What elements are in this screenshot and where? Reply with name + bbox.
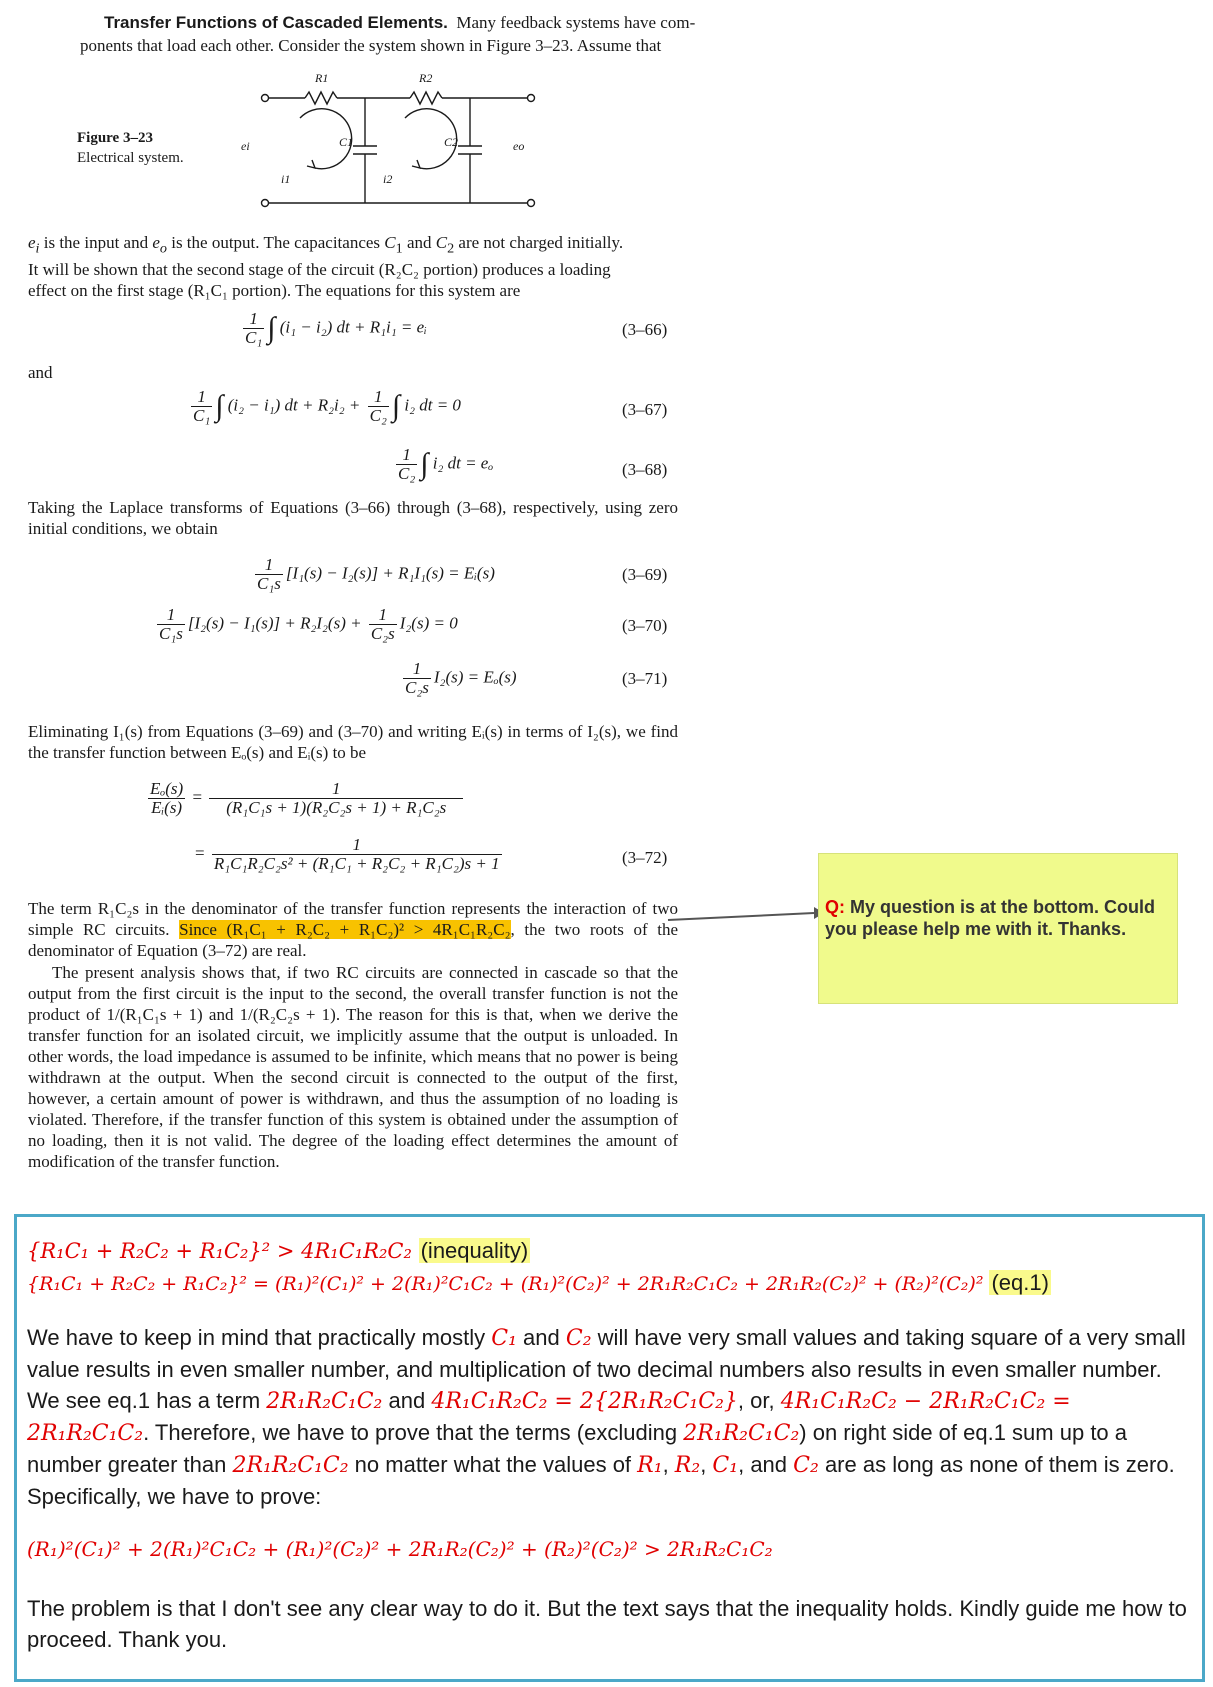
intro-line-2: ponents that load each other. Consider the system shown in Figure 3–23. Assume that [80,36,662,55]
equation-label-3-69: (3–69) [622,565,668,584]
equation-label-3-68: (3–68) [622,460,668,479]
eq1-math: {R₁C₁ + R₂C₂ + R₁C₂}² = (R₁)²(C₁)² + 2(R₁)²C₁C₂ + (R₁)²(C₂)² + 2R₁R₂C₁C₂ + 2R₁R₂(C₂)² + (R₂)²(C₂)² [27,1273,984,1295]
and-label: and [28,363,53,382]
label-r1: R1 [315,71,329,85]
fraction-1-c1s: $\frac{1}{\text{C₁s}}$ [159,605,183,643]
intro-line-1 [104,12,724,33]
fraction-eo-ei: $\frac{\text{Eₒ(s)}}{\text{Eᵢ(s)}}$ [150,779,184,817]
fraction-1-c1: $\frac{1}{\text{C₁}}$ [193,387,211,425]
label-eo: eo [513,139,525,153]
figure-caption: Electrical system. [77,150,184,166]
integral-sign: ∫ [267,311,276,345]
label-i2: i2 [383,172,393,186]
arrow-to-note [668,904,824,924]
paragraph-5: The present analysis shows that, if two RC circuits are connected in cascade so that the output from the first circuit is the input to the second, the overall transfer function is not the product of 1/(R₁C₁s + 1) and 1/(R₂C₂s + 1). The reason for this is that, when we derive the transfer function for an isolated circuit, we implicitly assume that the output is unloaded. In other words, the load impedance is assumed to be infinite, which means that no power is being withdrawn at the output. When the second circuit is connected to the output of the first, however, a certain amount of power is withdrawn, and thus the assumption of no loading is violated. Therefore, if the transfer function of this system is obtained under the assumption of no loading, then it is not valid. The degree of the loading effect determines the amount of modification of the transfer function. [28,963,678,1171]
fraction-1-c2: $\frac{1}{\text{C₂}}$ [369,387,387,425]
inequality-math: {R₁C₁ + R₂C₂ + R₁C₂}² > 4R₁C₁R₂C₂ [27,1239,412,1263]
eq1-line [27,1267,1051,1298]
equation-3-69-body: [I₁(s) − I₂(s)] + R₁I₁(s) = Eᵢ(s) [285,563,495,583]
p1-line-2: It will be shown that the second stage of the circuit (R₂C₂ portion) produces a loading [28,260,611,280]
equation-3-68-body: i₂ dt = eₒ [432,453,494,473]
fraction-1-c1s: $\frac{1}{\text{C₁s}}$ [257,555,281,593]
note-text: My question is at the bottom. Could you please help me with it. Thanks. [825,897,1156,939]
equation-label-3-67: (3–67) [622,400,668,419]
circuit-diagram [241,68,545,218]
label-i1: i1 [281,172,291,186]
explanation-paragraph: We have to keep in mind that practically mostly C₁ and C₂ will have very small values and taking square of a very small value results in even smaller number, and multiplication of two decimal numbers also results in even smaller number. We see eq.1 has a term 2R₁R₂C₁C₂ and 4R₁C₁R₂C₂ = 2{2R₁R₂C₁C₂}, or, 4R₁C₁R₂C₂ − 2R₁R₂C₁C₂ = 2R₁R₂C₁C₂. Therefore, we have to prove that the terms (excluding 2R₁R₂C₁C₂) on right side of eq.1 sum up to a number greater than 2R₁R₂C₁C₂ no matter what the values of R₁, R₂, C₁, and C₂ are as long as none of them is zero. Specifically, we have to prove: [27,1325,1186,1509]
equation-label-3-71: (3–71) [622,669,668,688]
equation-label-3-70: (3–70) [622,616,668,635]
closing-paragraph: The problem is that I don't see any clear way to do it. But the text says that the inequality holds. Kindly guide me how to proceed. Thank you. [27,1596,1187,1652]
fraction-1-c2s: $\frac{1}{\text{C₂s}}$ [405,659,429,697]
equation-3-67-mid: (i₂ − i₁) dt + R₂i₂ + [227,395,361,415]
note-q-label: Q: [825,897,845,917]
equation-3-70 [154,606,458,643]
equation-3-69 [252,556,495,593]
equation-3-70-tail: I₂(s) = 0 [399,613,458,633]
equation-3-66-body: (i₁ − i₂) dt + R₁i₁ = eᵢ [279,317,427,337]
p4-text-b: , the two roots of the denominator of Equation (3–72) are real. [28,920,678,960]
label-c2: C2 [444,135,459,149]
equation-label-3-66: (3–66) [622,320,668,339]
paragraph-3: Eliminating I₁(s) from Equations (3–69) and (3–70) and writing Eᵢ(s) in terms of I₂(s), we find the transfer function between Eₒ(s) and Eᵢ(s) to be [28,722,678,762]
integral-sign: ∫ [391,389,401,423]
equation-3-68 [393,446,493,483]
label-ei: ei [241,139,250,153]
prove-line [27,1537,773,1561]
p1-line-3: effect on the first stage (R₁C₁ portion). The equations for this system are [28,281,521,301]
equation-3-66 [240,310,427,347]
equation-3-71-body: I₂(s) = Eₒ(s) [433,667,517,687]
integral-sign: ∫ [420,447,429,481]
question-box [14,1214,1205,1682]
inequality-line [27,1235,530,1266]
equation-3-71 [400,660,517,697]
label-r2: R2 [419,71,433,85]
question-note [818,853,1178,1004]
equation-3-67-tail: i₂ dt = 0 [404,395,461,415]
integral-sign: ∫ [215,389,224,423]
inequality-tag: (inequality) [420,1238,529,1263]
paragraph-1 [28,232,678,301]
figure-label: Figure 3–23 [77,130,153,146]
p1-line-1: $e_i$ is the input and $e_o$ is the output. The capacitances $C_1$ and $C_2$ are not charged initially. [28,233,624,257]
transfer-function-line-1: $\frac{\text{Eₒ(s)}}{\text{Eᵢ(s)}}$ = $\frac{1}{\text{(R₁C₁s + 1)(R₂C₂s + 1) + R₁C₂s}}$ [145,780,466,817]
equation-3-67 [188,388,461,425]
fraction-1-c1: $\frac{1}{\text{C₁}}$ [245,309,263,347]
eq1-tag: (eq.1) [991,1270,1049,1295]
transfer-function-line-2: = $\frac{1}{\text{R₁C₁R₂C₂s² + (R₁C₁ + R₂C₂ + R₁C₂)s + 1}}$ [195,835,500,873]
paragraph-4 [28,898,678,961]
label-c1: C1 [339,135,354,149]
fraction-1-c2: $\frac{1}{\text{C₂}}$ [398,445,416,483]
highlighted-inequality: Since (R₁C₁ + R₂C₂ + R₁C₂)² > 4R₁C₁R₂C₂ [179,920,511,939]
paragraph-2: Taking the Laplace transforms of Equations (3–66) through (3–68), respectively, using zero initial conditions, we obtain [28,498,678,538]
prove-math: (R₁)²(C₁)² + 2(R₁)²C₁C₂ + (R₁)²(C₂)² + 2R₁R₂(C₂)² + (R₂)²(C₂)² > 2R₁R₂C₁C₂ [27,1537,773,1561]
fraction-1-c2s: $\frac{1}{\text{C₂s}}$ [370,605,395,643]
fraction-tf-1: $\frac{1}{\text{(R₁C₁s + 1)(R₂C₂s + 1) + R₁C₂s}}$ [209,780,463,817]
equation-3-70-mid: [I₂(s) − I₁(s)] + R₂I₂(s) + [187,613,362,633]
equation-label-3-72: (3–72) [622,848,668,867]
section-heading: Transfer Functions of Cascaded Elements. [104,13,448,32]
p4-text-a: The term R₁C₂s in the denominator of the transfer function represents the interaction of two simple RC circuits. [28,899,678,939]
intro-text-1: Many feedback systems have com- [456,13,696,32]
fraction-tf-2: $\frac{1}{\text{R₁C₁R₂C₂s² + (R₁C₁ + R₂C₂ + R₁C₂)s + 1}}$ [213,835,500,873]
